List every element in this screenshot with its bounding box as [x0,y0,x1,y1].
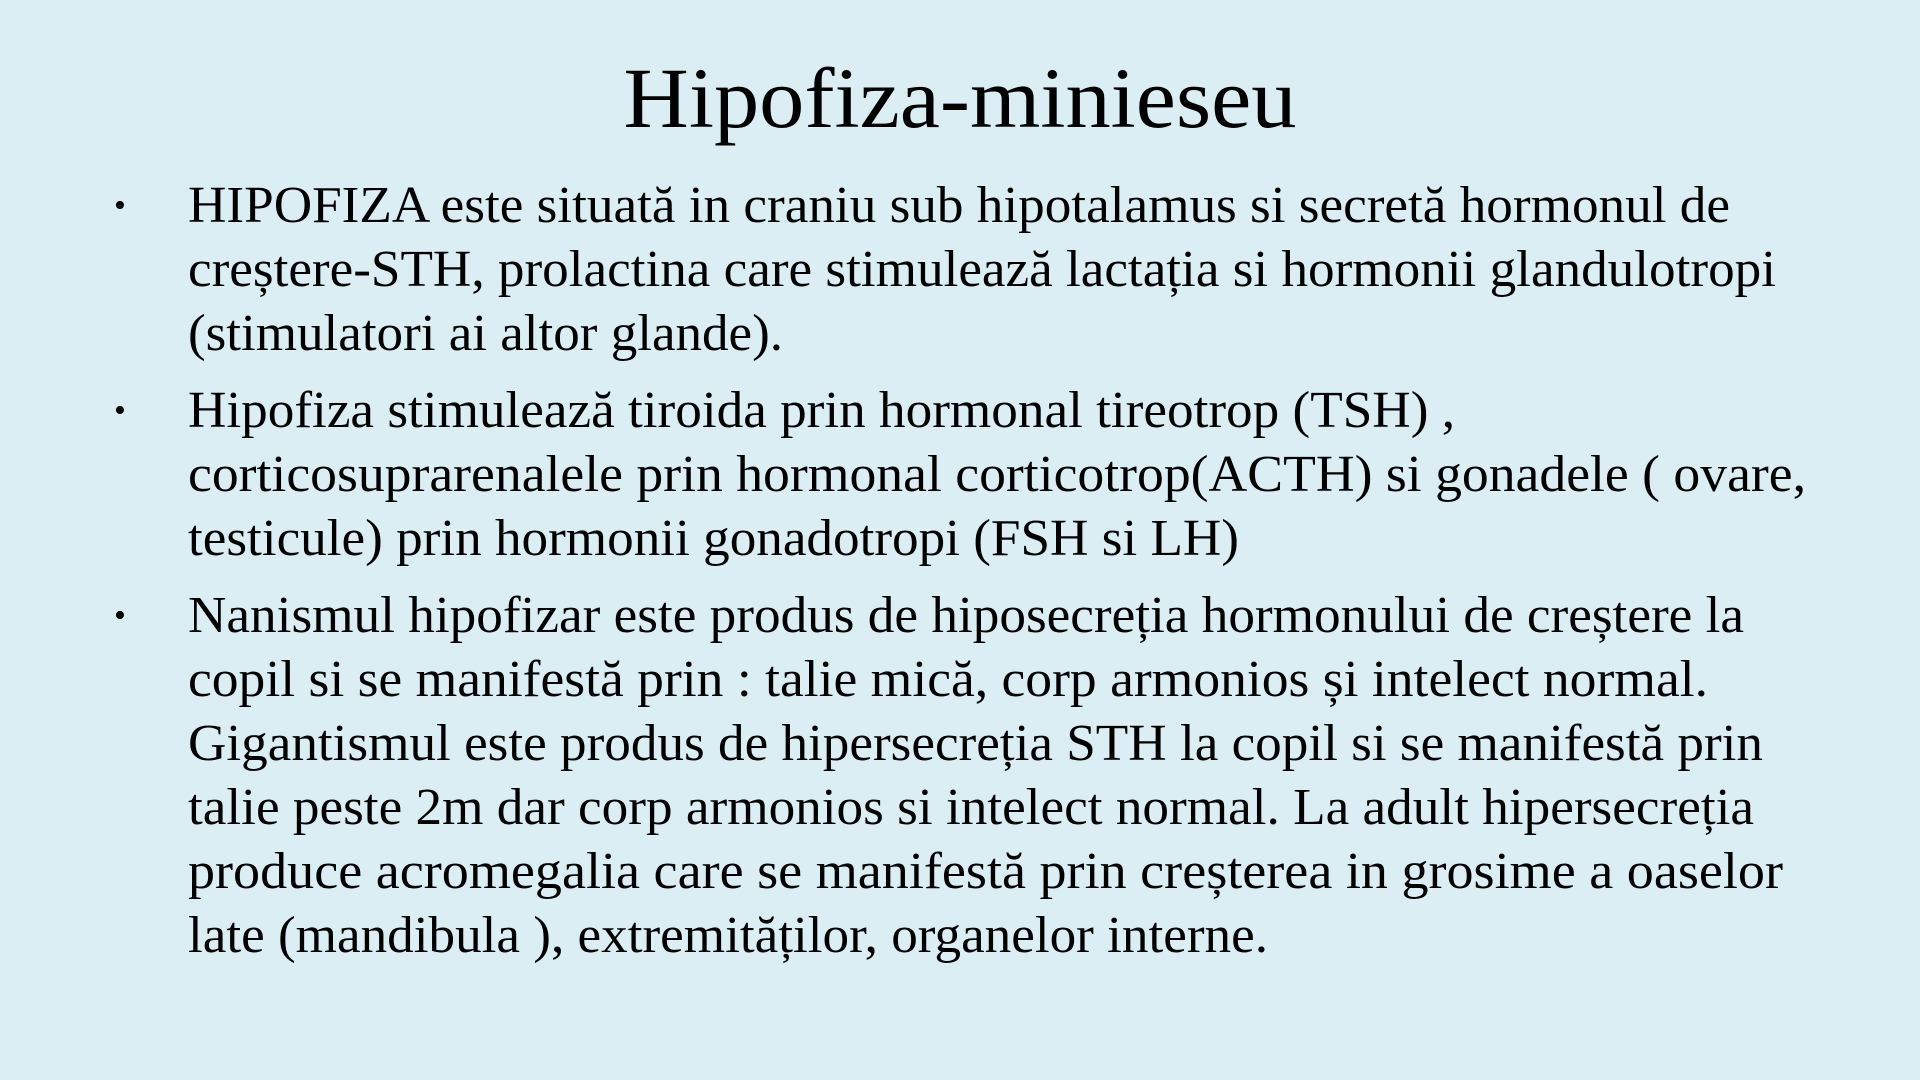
bullet-2-line-3: testicule) prin hormonii gonadotropi (FSH si LH) [188,510,1239,567]
bullet-3-line-4: talie peste 2m dar corp armonios si intelect normal. La adult hipersecreția [188,779,1754,836]
slide-title: Hipofiza-minieseu [623,50,1297,146]
bullet-3-line-5: produce acromegalia care se manifestă prin creșterea in grosime a oaselor [188,843,1783,900]
bullet-1-line-2: creștere-STH, prolactina care stimulează lactația si hormonii glandulotropi [188,241,1776,298]
slide-title-container [0,48,1920,148]
bullet-3-line-6: late (mandibula ), extremităților, organelor interne. [188,907,1268,964]
bullet-2-line-1: Hipofiza stimulează tiroida prin hormonal tireotrop (TSH) , [188,382,1455,439]
bullet-1-line-1: HIPOFIZA este situată in craniu sub hipotalamus si secretă hormonul de [188,177,1730,234]
bullet-point-icon: • [114,597,126,634]
bullet-2-line-2: corticosuprarenalele prin hormonal corticotrop(ACTH) si gonadele ( ovare, [188,446,1807,503]
bullet-3-line-2: copil si se manifestă prin : talie mică, corp armonios și intelect normal. [188,651,1708,708]
bullet-3-line-3: Gigantismul este produs de hipersecreția STH la copil si se manifestă prin [188,715,1763,772]
bullet-point-icon: • [114,187,126,224]
bullet-point-icon: • [114,392,126,429]
bullet-1-line-3: (stimulatori ai altor glande). [188,305,783,362]
bullet-3-line-1: Nanismul hipofizar este produs de hiposecreția hormonului de creștere la [188,587,1744,644]
